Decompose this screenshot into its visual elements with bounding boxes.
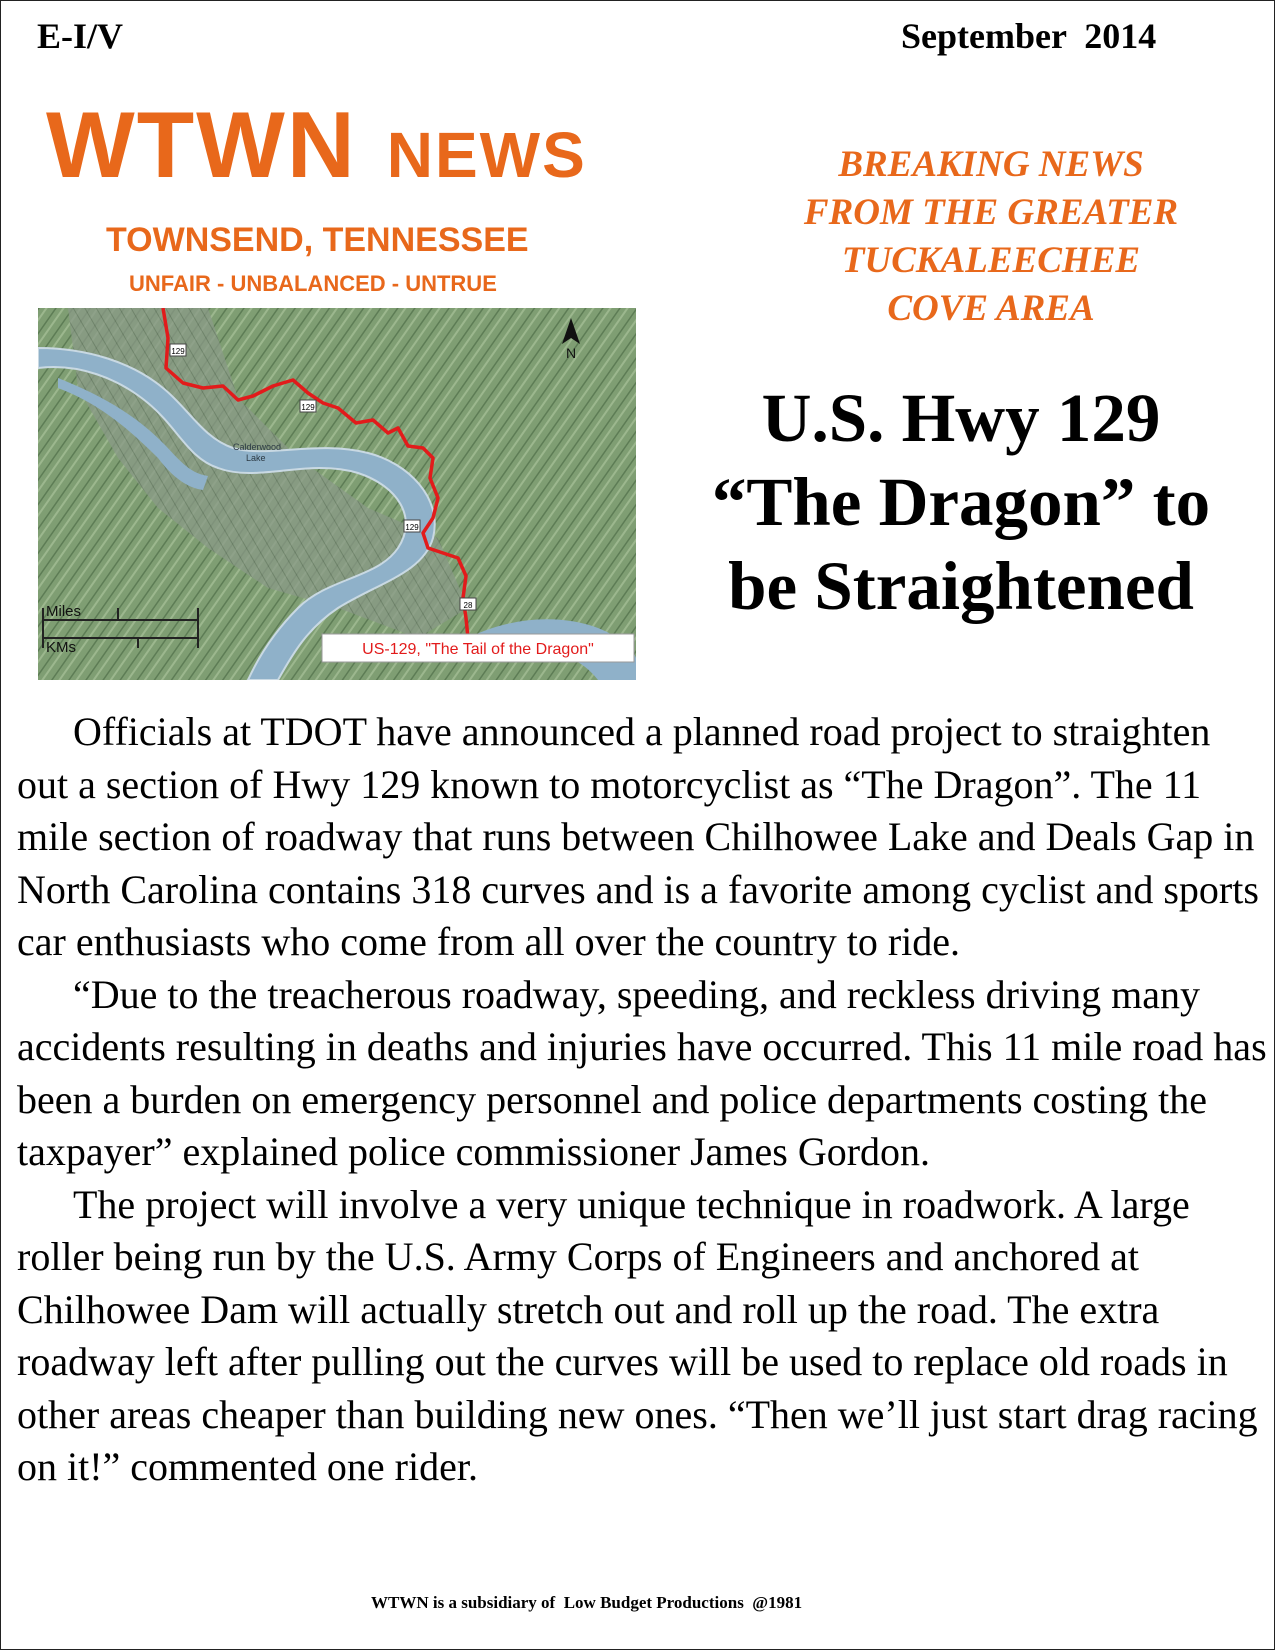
route-map-graphic — [38, 308, 636, 680]
masthead-location: TOWNSEND, TENNESSEE — [106, 221, 529, 259]
breaking-news-tagline — [761, 141, 1221, 333]
tagline-line: COVE AREA — [887, 288, 1095, 329]
route-shield-label: 129 — [405, 523, 419, 532]
headline-line: be Straightened — [728, 548, 1194, 624]
route-shield-label: 129 — [171, 347, 185, 356]
route-shield-label: 28 — [463, 601, 473, 610]
article-body — [17, 706, 1267, 1494]
scale-miles-label: Miles — [46, 603, 82, 620]
tagline-line: TUCKALEECHEE — [841, 240, 1141, 281]
lake-label: Lake — [246, 453, 266, 463]
article-paragraph: Officials at TDOT have announced a planned road project to straighten out a section of Hwy 129 known to motorcyclist as “The Dragon”. The 11 mile section of roadway that runs between Chilhowee Lake and Deals Gap in North Carolina contains 318 curves and is a favorite among cyclist and sports car enthusiasts who come from all over the country to ride. — [17, 709, 1259, 964]
tagline-line: FROM THE GREATER — [803, 192, 1179, 233]
route-shield-label: 129 — [301, 403, 315, 412]
headline-line: U.S. Hwy 129 — [761, 380, 1161, 456]
headline-line: “The Dragon” to — [711, 464, 1211, 540]
masthead-title: WTWN — [46, 92, 357, 197]
edition-label: E-I/V — [37, 16, 124, 56]
tagline-line: BREAKING NEWS — [838, 144, 1144, 185]
footer-credit: WTWN is a subsidiary of Low Budget Productions @1981 — [371, 1593, 803, 1612]
scale-kms-label: KMs — [46, 639, 76, 656]
route-map — [38, 308, 636, 680]
masthead-motto: UNFAIR - UNBALANCED - UNTRUE — [129, 271, 497, 296]
map-caption: US-129, "The Tail of the Dragon" — [362, 641, 594, 658]
north-label: N — [565, 345, 577, 361]
article-headline — [661, 376, 1261, 628]
article-paragraph: “Due to the treacherous roadway, speeding, and reckless driving many accidents resulting in deaths and injuries have occurred. This 11 mile road has been a burden on emergency personnel and police departments costing the taxpayer” explained police commissioner James Gordon. — [17, 971, 1267, 1174]
masthead-news: NEWS — [386, 119, 587, 191]
article-paragraph: The project will involve a very unique technique in roadwork. A large roller being run by the U.S. Army Corps of Engineers and anchored at Chilhowee Dam will actually stretch out and roll up the road. The extra roadway left after pulling out the curves will be used to replace old roads in other areas cheaper than building new ones. “Then we’ll just start drag racing on it!” commented one rider. — [17, 1181, 1258, 1489]
masthead — [46, 91, 686, 199]
lake-label: Calderwood — [233, 442, 282, 452]
issue-date: September 2014 — [901, 16, 1157, 56]
